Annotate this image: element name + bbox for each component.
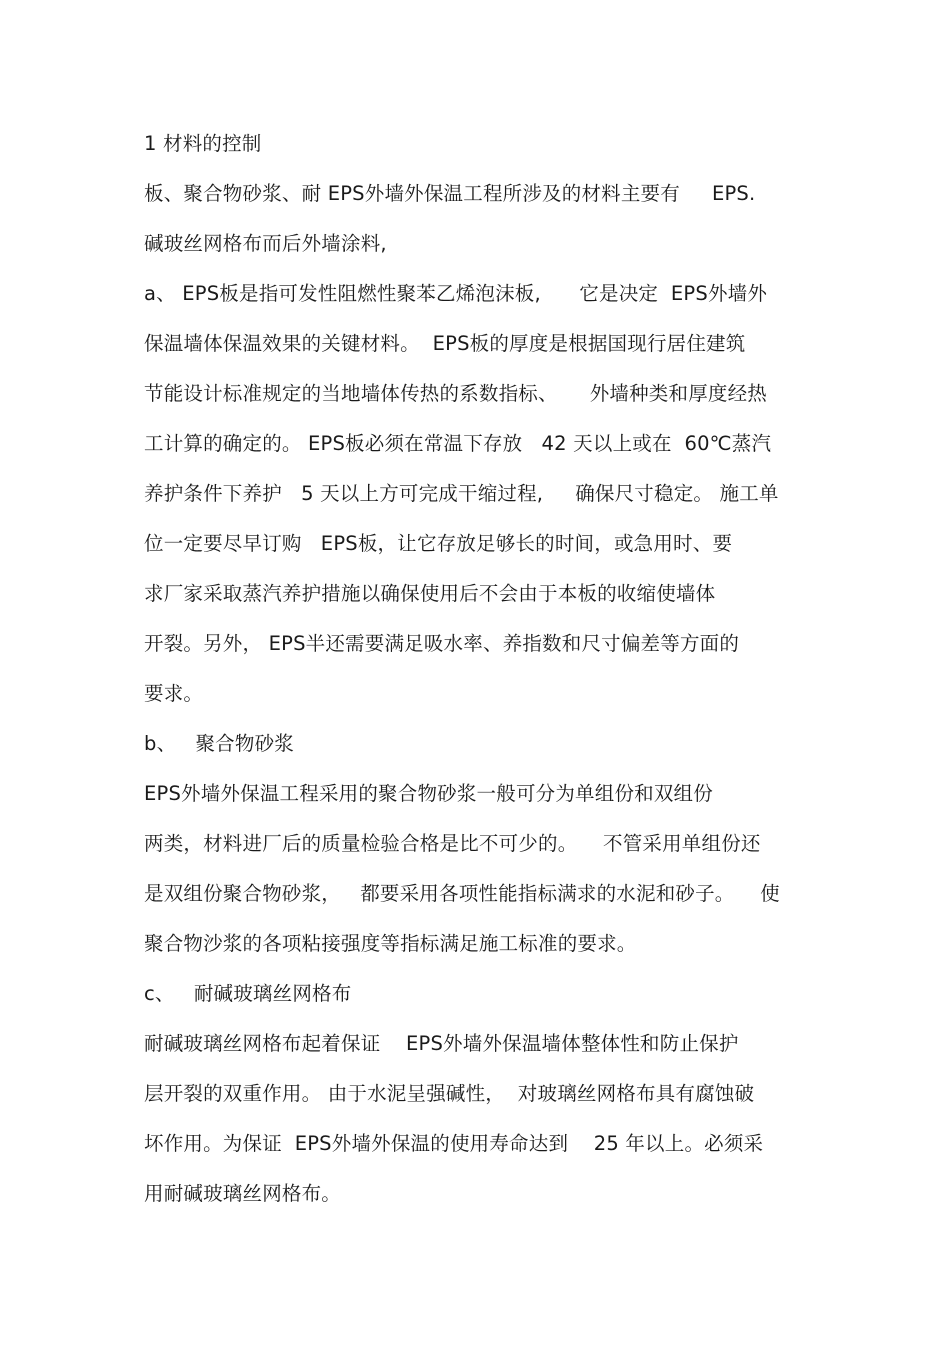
text-line: 板、聚合物砂浆、耐 EPS外墙外保温工程所涉及的材料主要有 EPS. (144, 182, 756, 205)
text-line: 聚合物沙浆的各项粘接强度等指标满足施工标准的要求。 (144, 932, 637, 955)
text-line: 用耐碱玻璃丝网格布。 (144, 1182, 342, 1205)
text-line: 坏作用。为保证 EPS外墙外保温的使用寿命达到 25 年以上。必须采 (144, 1132, 764, 1155)
text-line: 碱玻丝网格布而后外墙涂料, (144, 232, 387, 255)
text-line: 是双组份聚合物砂浆， 都要采用各项性能指标满求的水泥和砂子。 使 (144, 882, 780, 905)
text-line: 耐碱玻璃丝网格布起着保证 EPS外墙外保温墙体整体性和防止保护 (144, 1032, 739, 1055)
text-line: 工计算的确定的。 EPS板必须在常温下存放 42 天以上或在 60℃蒸汽 (144, 432, 772, 455)
subsection-heading: c、 耐碱玻璃丝网格布 (144, 982, 352, 1005)
text-line: 要求。 (144, 682, 204, 705)
text-line: 保温墙体保温效果的关键材料。 EPS板的厚度是根据国现行居住建筑 (144, 332, 746, 355)
text-line: EPS外墙外保温工程采用的聚合物砂浆一般可分为单组份和双组份 (144, 782, 713, 805)
text-line: 求厂家采取蒸汽养护措施以确保使用后不会由于本板的收缩使墙体 (144, 582, 716, 605)
text-line: 层开裂的双重作用。 由于水泥呈强碱性， 对玻璃丝网格布具有腐蚀破 (144, 1082, 755, 1105)
text-line: a、 EPS板是指可发性阻燃性聚苯乙烯泡沫板, 它是决定 EPS外墙外 (144, 282, 768, 305)
text-line: 两类，材料进厂后的质量检验合格是比不可少的。 不管采用单组份还 (144, 832, 761, 855)
text-line: 节能设计标准规定的当地墙体传热的系数指标、 外墙种类和厚度经热 (144, 382, 767, 405)
text-line: 开裂。另外， EPS半还需要满足吸水率、养指数和尺寸偏差等方面的 (144, 632, 740, 655)
text-line: 养护条件下养护 5 天以上方可完成干缩过程, 确保尺寸稳定。 施工单 (144, 482, 779, 505)
section-heading: 1 材料的控制 (144, 132, 262, 155)
text-line: 位一定要尽早订购 EPS板，让它存放足够长的时间，或急用时、要 (144, 532, 733, 555)
subsection-heading: b、 聚合物砂浆 (144, 732, 294, 755)
